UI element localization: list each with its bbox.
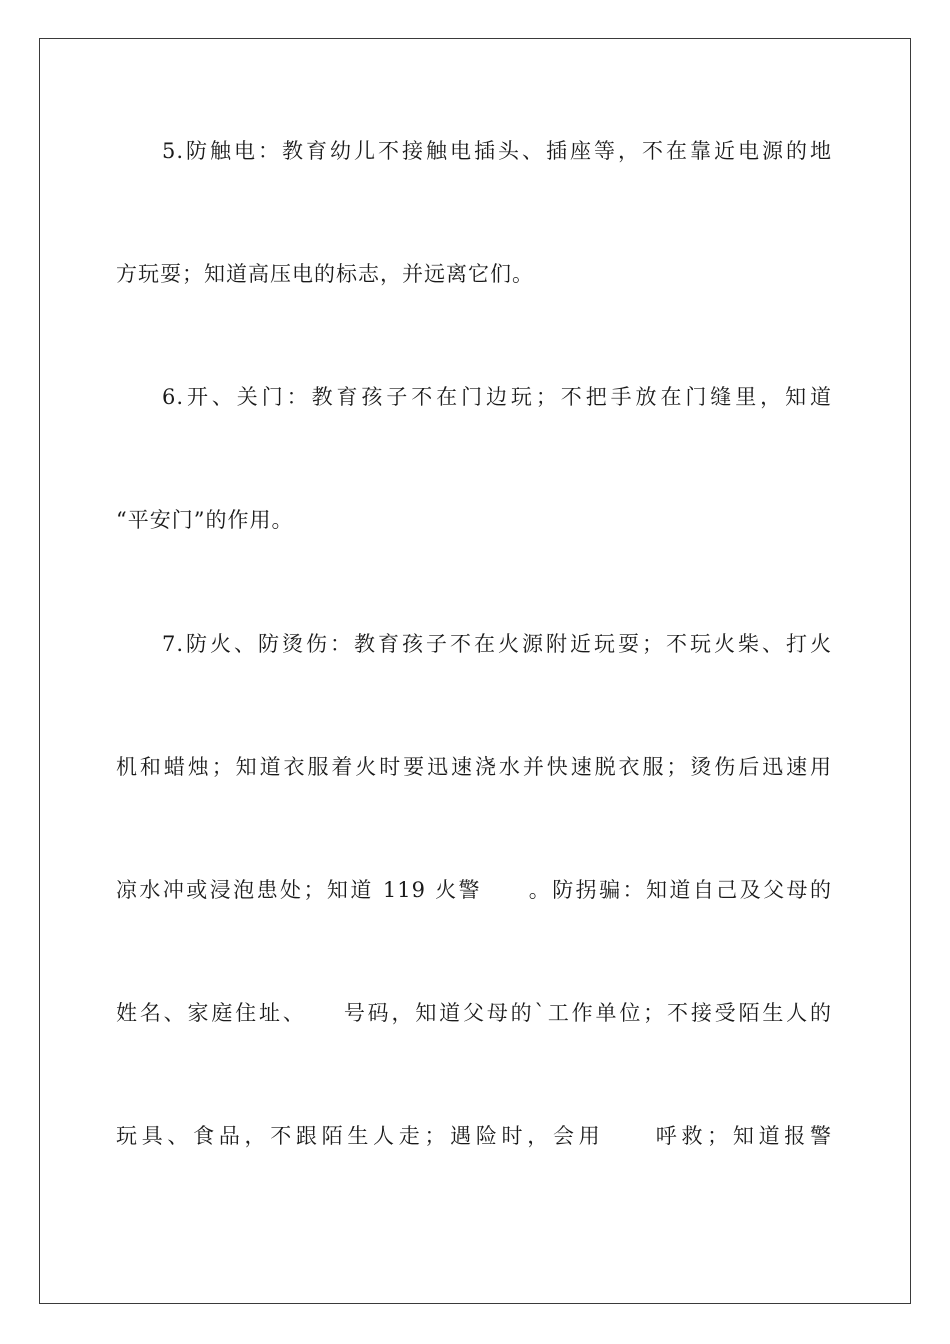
paragraph-6-line-1: 6.开、关门：教育孩子不在门边玩；不把手放在门缝里，知道 — [162, 385, 832, 409]
page-frame — [39, 38, 911, 1304]
paragraph-7-line-2: 机和蜡烛；知道衣服着火时要迅速浇水并快速脱衣服；烫伤后迅速用 — [116, 755, 832, 779]
paragraph-7-line-5: 玩具、食品，不跟陌生人走；遇险时，会用 呼救；知道报警 — [116, 1124, 832, 1148]
paragraph-5-line-1: 5.防触电：教育幼儿不接触电插头、插座等，不在靠近电源的地 — [162, 139, 832, 163]
paragraph-6-line-2: “平安门”的作用。 — [116, 508, 294, 532]
paragraph-5-line-2: 方玩耍；知道高压电的标志，并远离它们。 — [116, 262, 534, 286]
paragraph-7-line-1: 7.防火、防烫伤：教育孩子不在火源附近玩耍；不玩火柴、打火 — [162, 632, 832, 656]
paragraph-7-line-3: 凉水冲或浸泡患处；知道 119 火警 。防拐骗：知道自己及父母的 — [116, 878, 832, 902]
paragraph-7-line-4: 姓名、家庭住址、 号码，知道父母的`工作单位；不接受陌生人的 — [116, 1001, 832, 1025]
